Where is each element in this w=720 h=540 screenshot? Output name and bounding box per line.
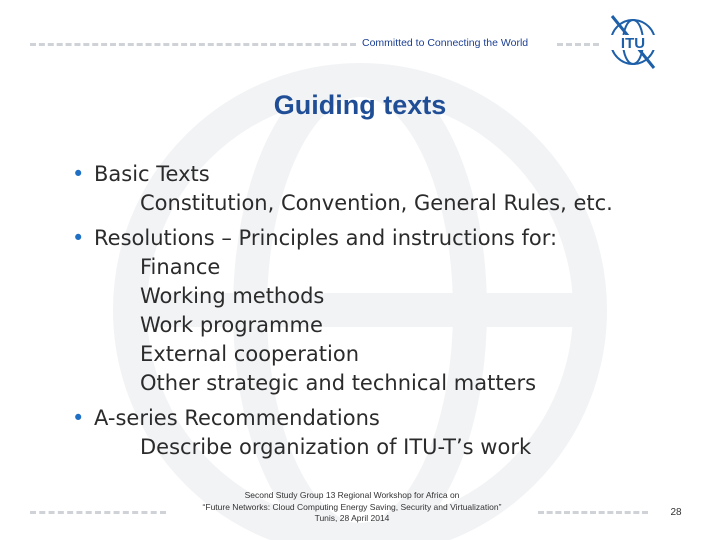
sub-item: External cooperation	[140, 342, 360, 366]
footer-divider-left	[30, 511, 166, 514]
footer-line-1: Second Study Group 13 Regional Workshop for Africa on	[244, 490, 460, 500]
sub-item: Other strategic and technical matters	[140, 371, 537, 395]
header-divider-right	[557, 43, 599, 46]
slide-title: Guiding texts	[273, 90, 447, 120]
sub-item: Constitution, Convention, General Rules, etc.	[140, 191, 613, 215]
bullet-resolutions: • Resolutions – Principles and instructions for:	[94, 224, 704, 253]
itu-logo-text: ITU	[620, 35, 646, 52]
page-number: 28	[670, 507, 682, 518]
bullet-list	[94, 160, 704, 462]
bullet-basic-texts: • Basic Texts	[94, 160, 704, 189]
footer-text	[170, 490, 534, 525]
header-tagline: Committed to Connecting the World	[362, 37, 529, 49]
sub-item: Finance	[140, 255, 221, 279]
sub-item: Working methods	[140, 284, 325, 308]
footer-line-3: Tunis, 28 April 2014	[314, 513, 390, 523]
sub-item: Describe organization of ITU-T’s work	[140, 435, 532, 459]
sub-item: Work programme	[140, 313, 323, 337]
footer-line-2: “Future Networks: Cloud Computing Energy Saving, Security and Virtualization”	[202, 501, 502, 512]
footer-divider-right	[538, 511, 648, 514]
itu-logo	[604, 8, 662, 74]
bullet-a-series: • A-series Recommendations	[94, 404, 704, 433]
header-divider-left	[30, 43, 356, 46]
